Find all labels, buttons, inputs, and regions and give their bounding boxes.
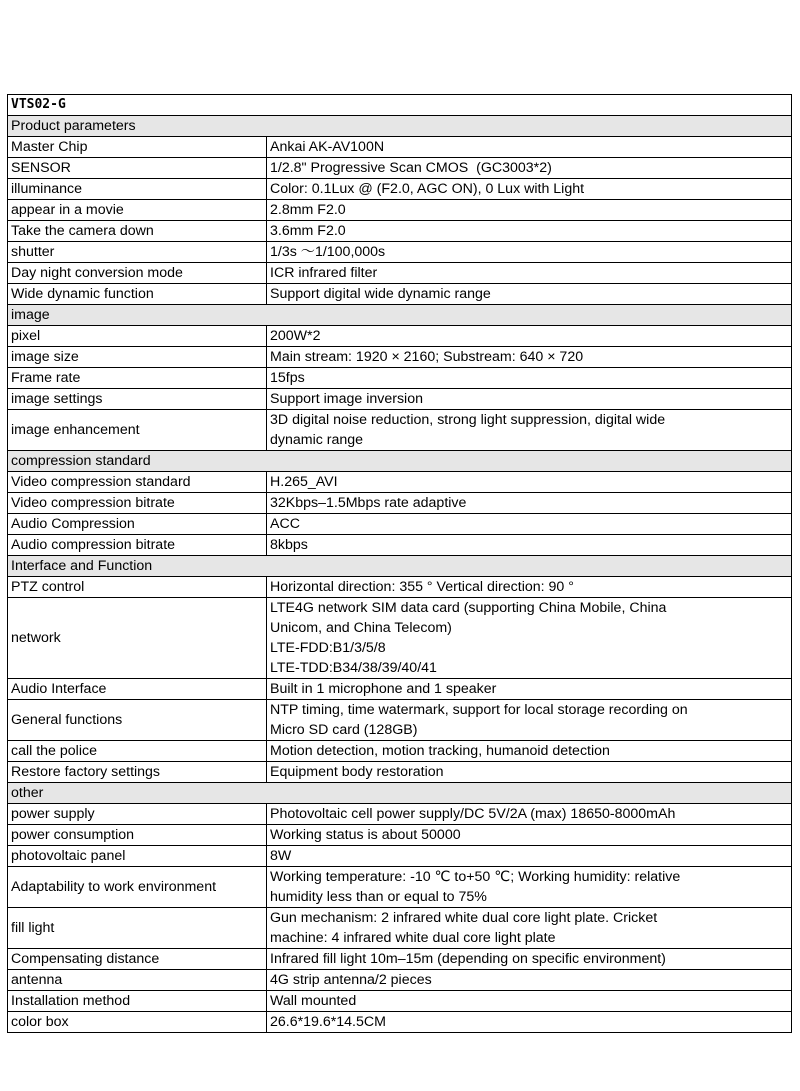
table-row — [8, 949, 792, 970]
row-label: Video compression standard — [8, 472, 267, 493]
section-row — [8, 556, 792, 577]
row-value: H.265_AVI — [267, 472, 792, 493]
table-row — [8, 410, 792, 451]
table-row — [8, 867, 792, 908]
row-label: antenna — [8, 970, 267, 991]
document-title: VTS02-G — [8, 95, 792, 116]
section-heading: Interface and Function — [8, 556, 792, 577]
row-label: illuminance — [8, 179, 267, 200]
table-row — [8, 741, 792, 762]
section-row — [8, 451, 792, 472]
row-label: Frame rate — [8, 368, 267, 389]
section-heading: Product parameters — [8, 116, 792, 137]
row-value: 15fps — [267, 368, 792, 389]
row-value: ICR infrared filter — [267, 263, 792, 284]
table-row — [8, 700, 792, 741]
row-label: Audio Interface — [8, 679, 267, 700]
row-label: Restore factory settings — [8, 762, 267, 783]
row-label: power consumption — [8, 825, 267, 846]
row-value: Working status is about 50000 — [267, 825, 792, 846]
title-row — [8, 95, 792, 116]
row-value — [267, 598, 792, 679]
row-value: Main stream: 1920 × 2160; Substream: 640 × 720 — [267, 347, 792, 368]
table-row — [8, 535, 792, 556]
section-heading: other — [8, 783, 792, 804]
row-label: shutter — [8, 242, 267, 263]
table-row — [8, 970, 792, 991]
section-heading: image — [8, 305, 792, 326]
row-label: Wide dynamic function — [8, 284, 267, 305]
row-value-line: Working temperature: -10 ℃ to+50 ℃; Working humidity: relative — [270, 869, 681, 885]
row-label: Audio Compression — [8, 514, 267, 535]
row-label: Audio compression bitrate — [8, 535, 267, 556]
row-label: Day night conversion mode — [8, 263, 267, 284]
table-row — [8, 368, 792, 389]
row-value — [267, 700, 792, 741]
row-value-line: Gun mechanism: 2 infrared white dual core light plate. Cricket — [270, 910, 658, 926]
row-label: image settings — [8, 389, 267, 410]
row-label: Take the camera down — [8, 221, 267, 242]
table-row — [8, 991, 792, 1012]
section-row — [8, 305, 792, 326]
row-value: 26.6*19.6*14.5CM — [267, 1012, 792, 1033]
row-value-line: humidity less than or equal to 75% — [270, 889, 487, 905]
row-value-line: 3D digital noise reduction, strong light suppression, digital wide — [270, 412, 666, 428]
table-row — [8, 200, 792, 221]
table-row — [8, 825, 792, 846]
row-value: Infrared fill light 10m–15m (depending on specific environment) — [267, 949, 792, 970]
table-row — [8, 762, 792, 783]
section-heading: compression standard — [8, 451, 792, 472]
row-value: Photovoltaic cell power supply/DC 5V/2A (max) 18650-8000mAh — [267, 804, 792, 825]
table-row — [8, 179, 792, 200]
row-label: call the police — [8, 741, 267, 762]
table-row — [8, 242, 792, 263]
row-label: network — [8, 598, 267, 679]
table-row — [8, 347, 792, 368]
row-value — [267, 908, 792, 949]
row-label: power supply — [8, 804, 267, 825]
row-label: photovoltaic panel — [8, 846, 267, 867]
row-value-line: Micro SD card (128GB) — [270, 722, 418, 738]
row-value: Support image inversion — [267, 389, 792, 410]
row-label: pixel — [8, 326, 267, 347]
row-label: Compensating distance — [8, 949, 267, 970]
row-label: Master Chip — [8, 137, 267, 158]
row-value: 1/2.8" Progressive Scan CMOS (GC3003*2) — [267, 158, 792, 179]
row-label: Installation method — [8, 991, 267, 1012]
row-value: 200W*2 — [267, 326, 792, 347]
row-value: 8kbps — [267, 535, 792, 556]
row-value — [267, 867, 792, 908]
table-row — [8, 158, 792, 179]
row-label: image size — [8, 347, 267, 368]
row-value: 1/3s ～1/100,000s — [267, 242, 792, 263]
table-row — [8, 577, 792, 598]
table-row — [8, 221, 792, 242]
section-row — [8, 116, 792, 137]
table-row — [8, 846, 792, 867]
spec-table-body — [8, 95, 792, 1033]
row-label: color box — [8, 1012, 267, 1033]
row-value: 3.6mm F2.0 — [267, 221, 792, 242]
table-row — [8, 679, 792, 700]
row-label: Adaptability to work environment — [8, 867, 267, 908]
row-label: General functions — [8, 700, 267, 741]
row-value: 4G strip antenna/2 pieces — [267, 970, 792, 991]
row-value-line: LTE-TDD:B34/38/39/40/41 — [270, 660, 437, 676]
table-row — [8, 284, 792, 305]
row-value: ACC — [267, 514, 792, 535]
row-value: Wall mounted — [267, 991, 792, 1012]
table-row — [8, 493, 792, 514]
row-value: Support digital wide dynamic range — [267, 284, 792, 305]
row-label: PTZ control — [8, 577, 267, 598]
table-row — [8, 389, 792, 410]
table-row — [8, 908, 792, 949]
section-row — [8, 783, 792, 804]
table-row — [8, 137, 792, 158]
row-value-line: dynamic range — [270, 432, 364, 448]
row-value-line: LTE-FDD:B1/3/5/8 — [270, 640, 386, 656]
row-value-line: machine: 4 infrared white dual core light plate — [270, 930, 556, 946]
table-row — [8, 598, 792, 679]
row-value — [267, 410, 792, 451]
row-value: Color: 0.1Lux @ (F2.0, AGC ON), 0 Lux with Light — [267, 179, 792, 200]
row-value: 2.8mm F2.0 — [267, 200, 792, 221]
table-row — [8, 804, 792, 825]
row-label: appear in a movie — [8, 200, 267, 221]
spec-table — [7, 94, 792, 1033]
row-value: Ankai AK-AV100N — [267, 137, 792, 158]
row-value: Built in 1 microphone and 1 speaker — [267, 679, 792, 700]
row-label: image enhancement — [8, 410, 267, 451]
table-row — [8, 472, 792, 493]
row-label: Video compression bitrate — [8, 493, 267, 514]
table-row — [8, 514, 792, 535]
row-value: Equipment body restoration — [267, 762, 792, 783]
row-value: 8W — [267, 846, 792, 867]
row-label: SENSOR — [8, 158, 267, 179]
row-value-line: NTP timing, time watermark, support for local storage recording on — [270, 702, 688, 718]
table-row — [8, 1012, 792, 1033]
row-value: Horizontal direction: 355 ° Vertical direction: 90 ° — [267, 577, 792, 598]
row-value-line: LTE4G network SIM data card (supporting China Mobile, China — [270, 600, 667, 616]
table-row — [8, 326, 792, 347]
row-value: 32Kbps–1.5Mbps rate adaptive — [267, 493, 792, 514]
row-value-line: Unicom, and China Telecom) — [270, 620, 452, 636]
row-value: Motion detection, motion tracking, humanoid detection — [267, 741, 792, 762]
row-label: fill light — [8, 908, 267, 949]
table-row — [8, 263, 792, 284]
